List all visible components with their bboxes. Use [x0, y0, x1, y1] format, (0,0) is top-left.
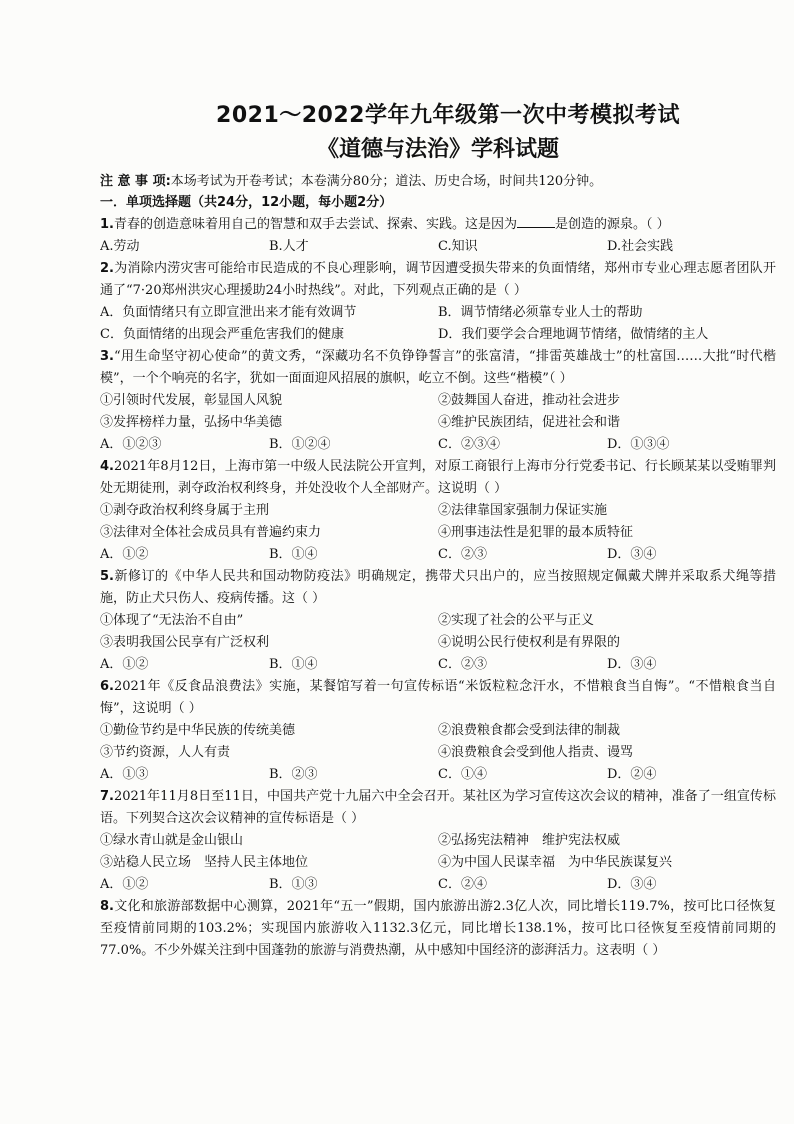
- question-1: [100, 214, 776, 258]
- option-b: B．①④: [269, 657, 318, 672]
- option-row: [100, 324, 776, 346]
- question-stem: 7.2021年11月8日至11日，中国共产党十九届六中全会召开。某社区为学习宣传这次会议的精神，准备了一组宣传标语。下列契合这次会议精神的宣传标语是（ ）: [100, 789, 776, 826]
- statement-3: ③表明我国公民享有广泛权利: [100, 635, 270, 650]
- option-a: A．①②③: [100, 437, 162, 452]
- option-b: B.人才: [269, 239, 309, 254]
- question-8: [100, 896, 776, 962]
- exam-title: 2021～2022学年九年级第一次中考模拟考试: [216, 103, 680, 128]
- question-number: 4.: [100, 459, 114, 474]
- statement-row: [100, 720, 776, 742]
- statement-row: [100, 852, 776, 874]
- option-d: D．③④: [607, 657, 657, 672]
- option-b: B．调节情绪必须靠专业人士的帮助: [438, 305, 643, 320]
- option-d: D.社会实践: [607, 239, 674, 254]
- statement-2: ②浪费粮食都会受到法律的制裁: [438, 723, 621, 738]
- question-stem: 1.青春的创造意味着用自己的智慧和双手去尝试、探索、实践。这是因为 是创造的源泉。（ ）: [100, 214, 776, 236]
- question-5: [100, 566, 776, 676]
- option-c: C．②③④: [438, 437, 500, 452]
- notice-text: 本场考试为开卷考试；本卷满分80分；道法、历史合场，时间共120分钟。: [170, 174, 603, 189]
- statement-2: ②法律靠国家强制力保证实施: [438, 503, 608, 518]
- option-row: [100, 764, 776, 786]
- option-c: C．②④: [438, 877, 487, 892]
- section-heading: 一．单项选择题（共24分，12小题，每小题2分）: [100, 195, 393, 210]
- question-number: 7.: [100, 789, 114, 804]
- option-row: [100, 544, 776, 566]
- question-number: 1.: [100, 217, 114, 232]
- statement-row: [100, 742, 776, 764]
- statement-row: [100, 632, 776, 654]
- statement-row: [100, 390, 776, 412]
- statement-3: ③站稳人民立场 坚持人民主体地位: [100, 855, 309, 870]
- option-row: [100, 434, 776, 456]
- question-stem: 8.文化和旅游部数据中心测算，2021年“五一”假期，国内旅游出游2.3亿人次，同比增长119.7%，按可比口径恢复至疫情前同期的103.2%；实现国内旅游收入1132.3亿元，同比增长138.1%，按可比口径恢复至疫情前同期的77.0%。不少外媒关注到中国蓬勃的旅游与消费热潮，从中感知中国经济的澎湃活力。这表明（ ）: [100, 899, 776, 958]
- statement-4: ④刑事违法性是犯罪的最本质特征: [438, 525, 634, 540]
- option-row: [100, 236, 776, 258]
- option-a: A．①②: [100, 877, 149, 892]
- question-number: 5.: [100, 569, 114, 584]
- option-a: A.劳动: [100, 239, 140, 254]
- statement-1: ①引领时代发展，彰显国人风貌: [100, 393, 283, 408]
- question-6: [100, 676, 776, 786]
- option-a: A．负面情绪只有立即宣泄出来才能有效调节: [100, 305, 357, 320]
- option-b: B．①②④: [269, 437, 331, 452]
- option-a: A．①②: [100, 547, 149, 562]
- statement-row: [100, 412, 776, 434]
- statement-1: ①体现了“无法治不自由”: [100, 613, 244, 628]
- option-c: C.知识: [438, 239, 478, 254]
- question-2: [100, 258, 776, 346]
- option-c: C．负面情绪的出现会严重危害我们的健康: [100, 327, 344, 342]
- option-b: B．②③: [269, 767, 318, 782]
- option-c: C．②③: [438, 657, 487, 672]
- statement-row: [100, 610, 776, 632]
- option-b: B．①④: [269, 547, 318, 562]
- statement-4: ④为中国人民谋幸福 为中华民族谋复兴: [438, 855, 673, 870]
- notice-label: 注 意 事 项:: [100, 174, 171, 189]
- question-4: [100, 456, 776, 566]
- exam-subtitle: 《道德与法治》学科试题: [316, 137, 559, 162]
- statement-1: ①剥夺政治权利终身属于主刑: [100, 503, 270, 518]
- question-7: [100, 786, 776, 896]
- option-d: D．③④: [607, 547, 657, 562]
- question-number: 3.: [100, 349, 114, 364]
- option-a: A．①③: [100, 767, 149, 782]
- answer-blank: [517, 214, 555, 228]
- exam-content: [100, 100, 776, 962]
- option-row: [100, 302, 776, 324]
- question-stem: 6.2021年《反食品浪费法》实施，某餐馆写着一句宣传标语“米饭粒粒念汗水，不惜粮食当自悔”。“不惜粮食当自悔”，这说明（ ）: [100, 679, 776, 716]
- notice: [100, 172, 776, 192]
- statement-4: ④维护民族团结，促进社会和谐: [438, 415, 621, 430]
- statement-2: ②弘扬宪法精神 维护宪法权威: [438, 833, 621, 848]
- option-row: [100, 654, 776, 676]
- statement-1: ①绿水青山就是金山银山: [100, 833, 244, 848]
- statement-3: ③法律对全体社会成员具有普遍约束力: [100, 525, 322, 540]
- question-number: 6.: [100, 679, 114, 694]
- statement-3: ③节约资源，人人有责: [100, 745, 231, 760]
- option-c: C．②③: [438, 547, 487, 562]
- question-stem: 5.新修订的《中华人民共和国动物防疫法》明确规定，携带犬只出户的，应当按照规定佩戴犬牌并采取系犬绳等措施，防止犬只伤人、疫病传播。这（ ）: [100, 569, 776, 606]
- question-number: 2.: [100, 261, 114, 276]
- statement-row: [100, 830, 776, 852]
- statement-2: ②鼓舞国人奋进，推动社会进步: [438, 393, 621, 408]
- option-c: C．①④: [438, 767, 487, 782]
- statement-3: ③发挥榜样力量，弘扬中华美德: [100, 415, 283, 430]
- statement-2: ②实现了社会的公平与正义: [438, 613, 595, 628]
- option-b: B．①③: [269, 877, 318, 892]
- question-stem: 4.2021年8月12日，上海市第一中级人民法院公开宣判，对原工商银行上海市分行党委书记、行长顾某某以受贿罪判处无期徒刑，剥夺政治权利终身，并处没收个人全部财产。这说明（ ）: [100, 459, 776, 496]
- question-3: [100, 346, 776, 456]
- question-stem: 2.为消除内涝灾害可能给市民造成的不良心理影响，调节因遭受损失带来的负面情绪，郑州市专业心理志愿者团队开通了“7·20郑州洪灾心理援助24小时热线”。对此，下列观点正确的是（ ）: [100, 261, 776, 298]
- statement-4: ④浪费粮食会受到他人指责、谩骂: [438, 745, 634, 760]
- statement-1: ①勤俭节约是中华民族的传统美德: [100, 723, 296, 738]
- option-d: D．①③④: [607, 437, 670, 452]
- question-number: 8.: [100, 899, 114, 914]
- option-d: D．②④: [607, 767, 657, 782]
- option-d: D．③④: [607, 877, 657, 892]
- statement-row: [100, 522, 776, 544]
- option-row: [100, 874, 776, 896]
- option-d: D．我们要学会合理地调节情绪，做情绪的主人: [438, 327, 709, 342]
- question-stem: 3.“用生命坚守初心使命”的黄文秀，“深藏功名不负铮铮誓言”的张富清，“排雷英雄战士”的杜富国……大批“时代楷模”，一个个响亮的名字，犹如一面面迎风招展的旗帜，屹立不倒。这些“楷模”（ ）: [100, 349, 776, 386]
- statement-row: [100, 500, 776, 522]
- option-a: A．①②: [100, 657, 149, 672]
- statement-4: ④说明公民行使权利是有界限的: [438, 635, 621, 650]
